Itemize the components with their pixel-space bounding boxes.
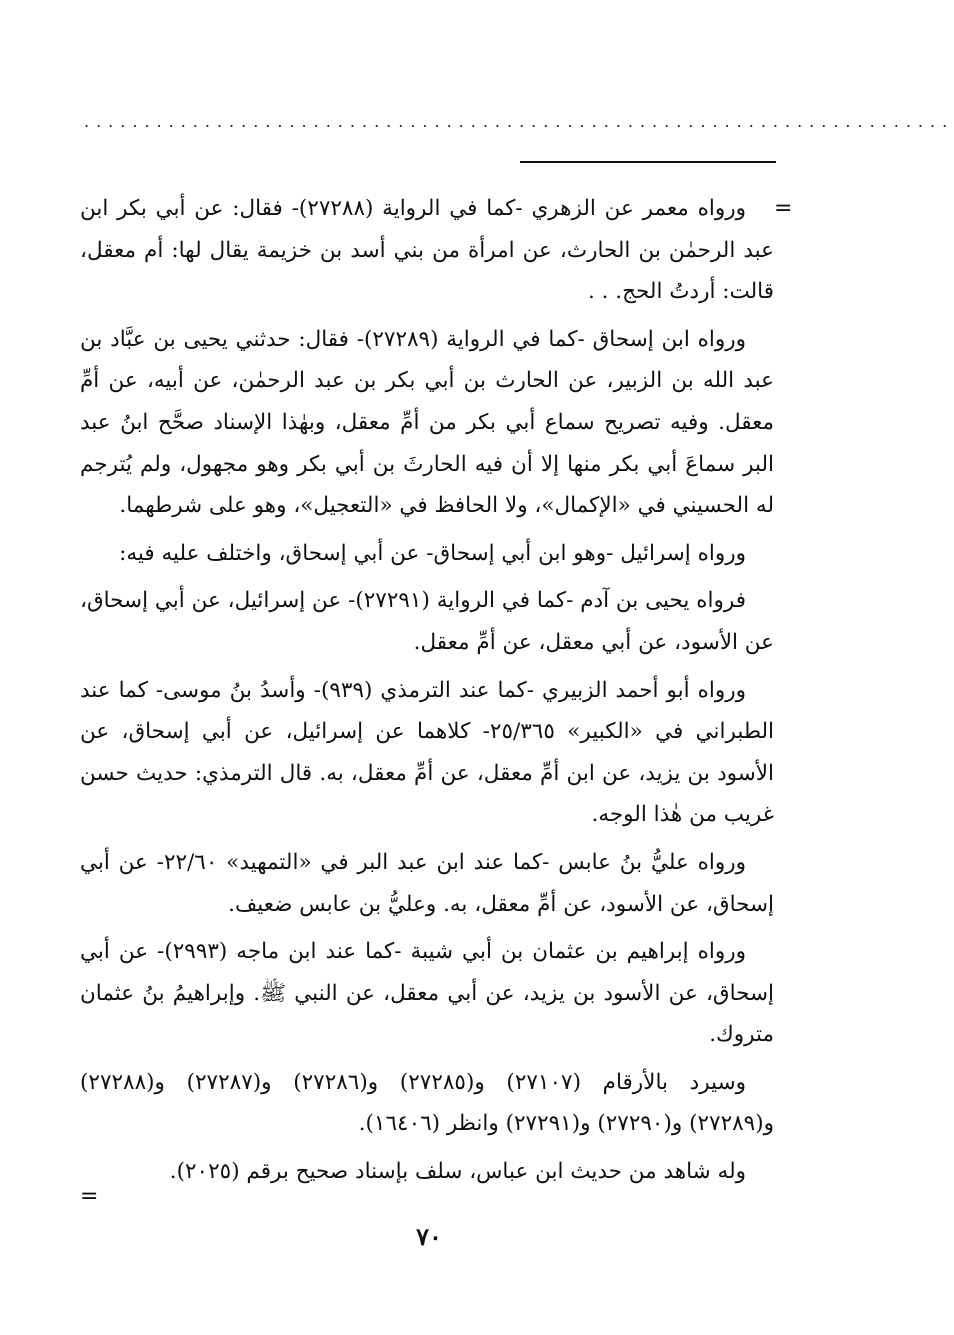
- paragraph-8: وسيرد بالأرقام (٢٧١٠٧) و(٢٧٢٨٥) و(٢٧٢٨٦) و(٢٧٢٨٧) و(٢٧٢٨٨) و(٢٧٢٨٩) و(٢٧٢٩٠) و(٢٧٢٩١) وانظر (١٦٤٠٦).: [80, 1069, 774, 1137]
- paragraph-2: ورواه ابن إسحاق -كما في الرواية (٢٧٢٨٩)- فقال: حدثني يحيى بن عبَّاد بن عبد الله بن الزبير، عن الحارث بن أبي بكر بن عبد الرحمٰن، عن أبيه، عن أمِّ معقل. وفيه تصريح سماع أبي بكر من أمِّ معقل، وبهٰذا الإسناد صحَّح ابنُ عبد البر سماعَ أبي بكر منها إلا أن فيه الحارثَ بن أبي بكر وهو مجهول، ولم يُترجم له الحسيني في «الإكمال»، ولا الحافظ في «التعجيل»، وهو على شرطهما.: [80, 326, 774, 519]
- dotted-separator: ........................................................................: [84, 112, 954, 131]
- paragraph-6: ورواه عليُّ بنُ عابس -كما عند ابن عبد البر في «التمهيد» ٢٢/٦٠- عن أبي إسحاق، عن الأسود، عن أمِّ معقل، به. وعليُّ بن عابس ضعيف.: [80, 849, 774, 917]
- paragraph-9: وله شاهد من حديث ابن عباس، سلف بإسناد صحيح برقم (٢٠٢٥).: [169, 1159, 746, 1185]
- footnote-rule: [520, 161, 776, 163]
- paragraph-3: ورواه إسرائيل -وهو ابن أبي إسحاق- عن أبي إسحاق، واختلف عليه فيه:: [119, 540, 746, 566]
- page-number: ٧٠: [416, 1222, 442, 1251]
- paragraph-1: ورواه معمر عن الزهري -كما في الرواية (٢٧٢٨٨)- فقال: عن أبي بكر ابن عبد الرحمٰن بن الحارث، عن امرأة من بني أسد بن خزيمة يقال لها: أم معقل، قالت: أردتُ الحج. . .: [80, 196, 774, 305]
- paragraph-4: فرواه يحيى بن آدم -كما في الرواية (٢٧٢٩١)- عن إسرائيل، عن أبي إسحاق، عن الأسود، عن أبي معقل، عن أمِّ معقل.: [80, 588, 774, 655]
- paragraph-5: ورواه أبو أحمد الزبيري -كما عند الترمذي (٩٣٩)- وأسدُ بنُ موسى- كما عند الطبراني في «الكبير» ٢٥/٣٦٥- كلاهما عن إسرائيل، عن أبي إسحاق، عن الأسود بن يزيد، عن ابن أمِّ معقل، عن أمِّ معقل، به. قال الترمذي: حديث حسن غريب من هٰذا الوجه.: [80, 677, 774, 828]
- continuation-mark-bottom: =: [80, 1184, 99, 1209]
- continuation-mark-top: =: [774, 196, 793, 221]
- footnote-text: [80, 188, 774, 1199]
- paragraph-7: ورواه إبراهيم بن عثمان بن أبي شيبة -كما عند ابن ماجه (٢٩٩٣)- عن أبي إسحاق، عن الأسود بن يزيد، عن أبي معقل، عن النبي ﷺ. وإبراهيمُ بنُ عثمان متروك.: [80, 939, 774, 1048]
